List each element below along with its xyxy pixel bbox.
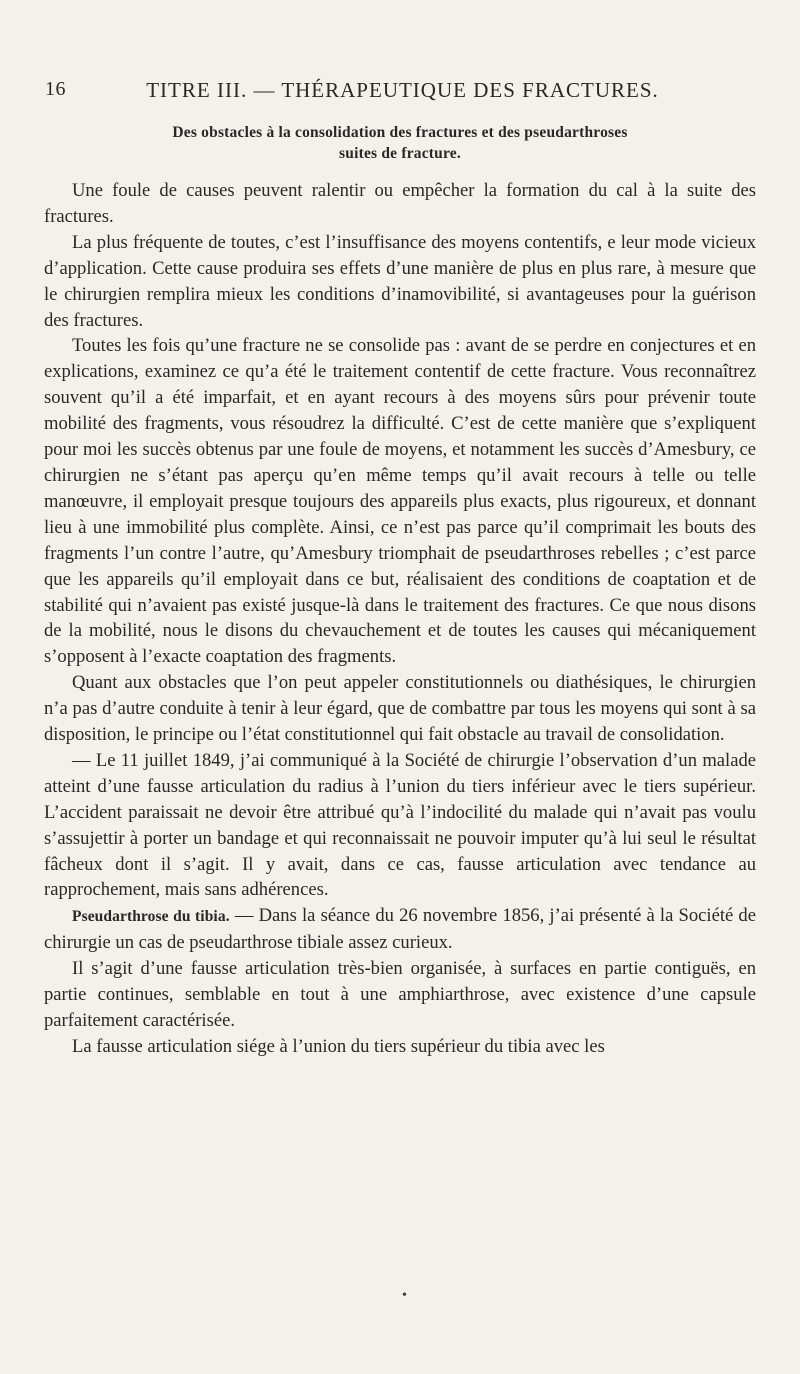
page-header xyxy=(45,78,760,108)
paragraph: Une foule de causes peuvent ralentir ou empêcher la formation du cal à la suite des fractures. xyxy=(44,180,756,227)
section-heading-line-1: Des obstacles à la consolidation des fractures et des pseudarthroses xyxy=(172,124,628,141)
paragraph: La fausse articulation siége à l’union du tiers supérieur du tibia avec les xyxy=(72,1035,605,1057)
paragraph: Toutes les fois qu’une fracture ne se consolide pas : avant de se perdre en conjectures et en explications, examinez ce qu’a été le traitement contentif de cette fracture. Vous reconnaîtrez souvent qu’il a été imparfait, et en ayant recours à des moyens sûrs pour prévenir toute mobilité des fragments, vous résoudrez la difficulté. C’est de cette manière que s’expliquent pour moi les succès obtenus par une foule de moyens, et notamment les succès d’Amesbury, ce chirurgien ne s’étant pas aperçu qu’en même temps qu’il avait recours à telle ou telle manœuvre, il employait presque toujours des appareils plus exacts, plus rigoureux, et donnant lieu à une immobilité plus complète. Ainsi, ce n’est pas parce qu’il comprimait les bouts des fragments l’un contre l’autre, qu’Amesbury triomphait de pseudarthroses rebelles ; c’est parce que les appareils qu’il employait dans ce but, réalisaient des conditions de coaptation et de stabilité qui n’avaient pas existé jusque-là dans le traitement des fractures. Ce que nous disons de la mobilité, nous le disons du chevauchement et de toutes les causes qui mécaniquement s’opposent à l’exacte coaptation des fragments. xyxy=(44,335,756,668)
page-body xyxy=(44,122,756,1060)
paragraph: Il s’agit d’une fausse articulation très-bien organisée, à surfaces en partie contiguës, en partie continues, semblable en tout à une amphiarthrose, avec existence d’une capsule parfaitement caractérisée. xyxy=(44,958,756,1031)
running-head: TITRE III. — THÉRAPEUTIQUE DES FRACTURES. xyxy=(146,78,659,102)
page-mark: • xyxy=(402,1288,407,1303)
section-heading-line-2: suites de fracture. xyxy=(339,145,461,162)
paragraph: Quant aux obstacles que l’on peut appeler constitutionnels ou diathésiques, le chirurgien n’a pas d’autre conduite à tenir à leur égard, que de combattre par tous les moyens qui sont à sa disposition, le principe ou l’état constitutionnel qui fait obstacle au travail de consolidation. xyxy=(44,672,756,746)
paragraph: La plus fréquente de toutes, c’est l’insuffisance des moyens contentifs, e leur mode vicieux d’application. Cette cause produira ses effets d’une manière de plus en plus rare, à mesure que le chirurgien remplira mieux les conditions d’inamovibilité, si avantageuses pour la guérison des fractures. xyxy=(44,231,756,331)
paragraph: — Le 11 juillet 1849, j’ai communiqué à la Société de chirurgie l’observation d’un malade atteint d’une fausse articulation du radius à l’union du tiers inférieur avec le tiers supérieur. L’accident paraissait ne devoir être attribué qu’à l’indocilité du malade qui n’avait pas voulu s’assujettir à porter un bandage et qui reconnaissait ne pouvoir imputer qu’à lui seul le résultat fâcheux dont il s’agit. Il y avait, dans ce cas, fausse articulation avec tendance au rapprochement, mais sans adhérences. xyxy=(44,749,756,901)
run-in-heading: Pseudarthrose du tibia. xyxy=(72,908,230,926)
section-heading xyxy=(44,122,756,164)
paragraph-text: — Dans la séance du 26 novembre 1856, j’ai présenté à la Société de chirurgie un cas de pseudarthrose tibiale assez curieux. xyxy=(44,905,756,954)
page-number: 16 xyxy=(45,78,66,100)
paragraph-tibia xyxy=(44,903,756,956)
